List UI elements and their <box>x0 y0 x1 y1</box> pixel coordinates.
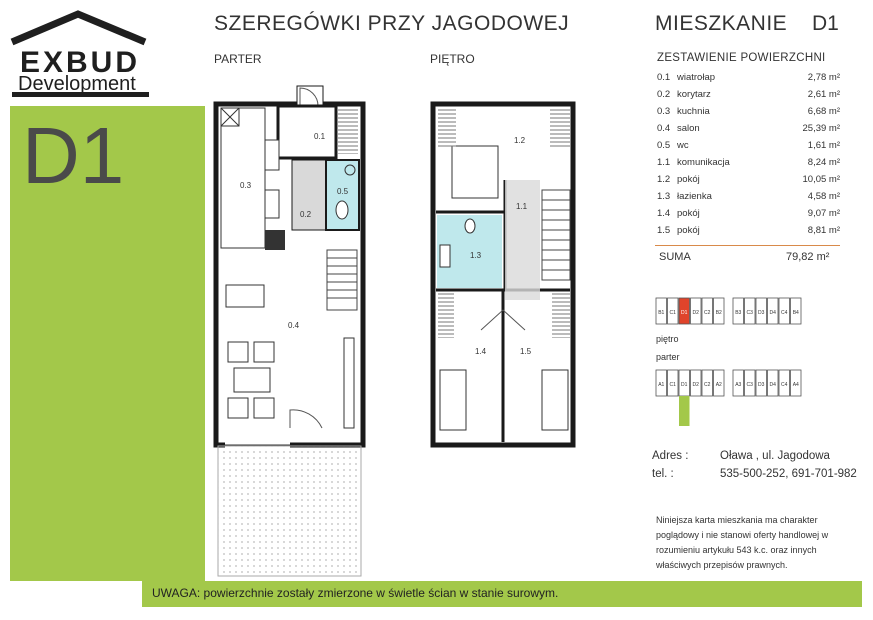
room-no: 1.5 <box>657 225 671 236</box>
ground-floor-plan <box>216 86 363 576</box>
key-upper-unit-label: D3 <box>758 310 765 316</box>
room-name: kuchnia <box>677 106 710 117</box>
plan-label-1-3: 1.3 <box>470 251 482 260</box>
key-upper-unit-label: B3 <box>735 310 742 316</box>
plan-label-0-1: 0.1 <box>314 132 326 141</box>
room-row <box>657 89 840 106</box>
room-name: salon <box>677 123 700 134</box>
room-no: 1.1 <box>657 157 671 168</box>
upper-floor-label: PIĘTRO <box>430 52 475 66</box>
address-value: Oława , ul. Jagodowa <box>720 450 830 462</box>
key-upper-unit-label: B4 <box>792 310 799 316</box>
unit-code: D1 <box>22 111 125 200</box>
plan-label-0-5: 0.5 <box>337 187 349 196</box>
key-ground-unit-label: A4 <box>792 382 799 388</box>
room-name: łazienka <box>677 191 712 202</box>
key-upper-unit-label: C4 <box>781 310 788 316</box>
plan-label-0-3: 0.3 <box>240 181 252 190</box>
key-ground-unit-label: C4 <box>781 382 788 388</box>
key-plan <box>656 298 801 426</box>
key-upper-unit-label: D2 <box>692 310 699 316</box>
room-area: 9,07 m² <box>807 208 840 219</box>
room-area: 25,39 m² <box>802 123 840 134</box>
room-row <box>657 225 840 242</box>
key-ground-unit-label: A1 <box>658 382 665 388</box>
room-area-list <box>657 72 840 242</box>
upper-floor-plan <box>433 104 573 445</box>
room-area: 8,81 m² <box>807 225 840 236</box>
plan-label-1-5: 1.5 <box>520 347 532 356</box>
plan-label-0-2: 0.2 <box>300 210 312 219</box>
room-no: 0.1 <box>657 72 671 83</box>
room-name: korytarz <box>677 89 711 100</box>
room-name: wiatrołap <box>677 72 716 83</box>
flat-code: D1 <box>812 12 839 35</box>
room-row <box>657 208 840 225</box>
room-area: 8,24 m² <box>807 157 840 168</box>
logo-brand-sub: Development <box>18 73 136 95</box>
total-label: SUMA <box>659 251 691 263</box>
room-no: 0.4 <box>657 123 671 134</box>
room-name: wc <box>677 140 689 151</box>
plan-label-0-4: 0.4 <box>288 321 300 330</box>
room-name: pokój <box>677 208 700 219</box>
key-upper-unit-label: D4 <box>769 310 776 316</box>
room-name: pokój <box>677 225 700 236</box>
room-row <box>657 140 840 157</box>
total-separator <box>655 245 840 246</box>
room-no: 1.4 <box>657 208 671 219</box>
room-area: 2,78 m² <box>807 72 840 83</box>
room-row <box>657 106 840 123</box>
key-ground-unit-label: D2 <box>692 382 699 388</box>
disclaimer-text: Niniejsza karta mieszkania ma charakter poglądowy i nie stanowi oferty handlowej w rozumieniu artykułu 543 k.c. oraz innych właściwych przepisów prawnych. <box>656 515 829 570</box>
phone-value: 535-500-252, 691-701-982 <box>720 468 857 480</box>
key-upper-unit-label: C2 <box>704 310 711 316</box>
room-no: 0.2 <box>657 89 671 100</box>
areas-header: ZESTAWIENIE POWIERZCHNI <box>657 52 826 64</box>
room-no: 1.2 <box>657 174 671 185</box>
key-plan-ground-label: parter <box>656 352 680 362</box>
key-ground-unit-label: D3 <box>758 382 765 388</box>
room-name: komunikacja <box>677 157 730 168</box>
project-title: SZEREGÓWKI PRZY JAGODOWEJ <box>214 12 570 35</box>
key-ground-unit-label: A3 <box>735 382 742 388</box>
key-ground-unit-label: A2 <box>715 382 722 388</box>
logo-brand-name: EXBUD <box>20 46 141 79</box>
address-label: Adres : <box>652 450 689 462</box>
room-row <box>657 191 840 208</box>
ground-floor-label: PARTER <box>214 52 262 66</box>
room-no: 0.3 <box>657 106 671 117</box>
key-upper-unit-label: C1 <box>669 310 676 316</box>
key-upper-unit-label: C3 <box>746 310 753 316</box>
room-row <box>657 72 840 89</box>
room-row <box>657 174 840 191</box>
room-area: 6,68 m² <box>807 106 840 117</box>
key-ground-unit-label: C1 <box>669 382 676 388</box>
room-name: pokój <box>677 174 700 185</box>
plan-label-1-1: 1.1 <box>516 202 528 211</box>
flat-title: MIESZKANIE <box>655 12 788 35</box>
room-area: 1,61 m² <box>807 140 840 151</box>
room-row <box>657 157 840 174</box>
room-area: 10,05 m² <box>802 174 840 185</box>
key-ground-unit-label: C2 <box>704 382 711 388</box>
phone-label: tel. : <box>652 468 674 480</box>
room-area: 2,61 m² <box>807 89 840 100</box>
plan-label-1-4: 1.4 <box>475 347 487 356</box>
key-ground-garden-highlight <box>679 396 690 426</box>
room-no: 1.3 <box>657 191 671 202</box>
room-area: 4,58 m² <box>807 191 840 202</box>
key-ground-unit-label: C3 <box>746 382 753 388</box>
key-ground-unit-label: D1 <box>681 382 688 388</box>
key-upper-unit-label: B2 <box>715 310 722 316</box>
room-no: 0.5 <box>657 140 671 151</box>
plan-label-1-2: 1.2 <box>514 136 526 145</box>
key-upper-unit-label: D1 <box>681 310 688 316</box>
total-value: 79,82 m² <box>786 251 830 263</box>
key-ground-unit-label: D4 <box>769 382 776 388</box>
key-plan-upper-label: piętro <box>656 334 679 344</box>
room-row <box>657 123 840 140</box>
key-upper-unit-label: B1 <box>658 310 665 316</box>
warning-text: UWAGA: powierzchnie zostały zmierzone w świetle ścian w stanie surowym. <box>152 586 559 600</box>
